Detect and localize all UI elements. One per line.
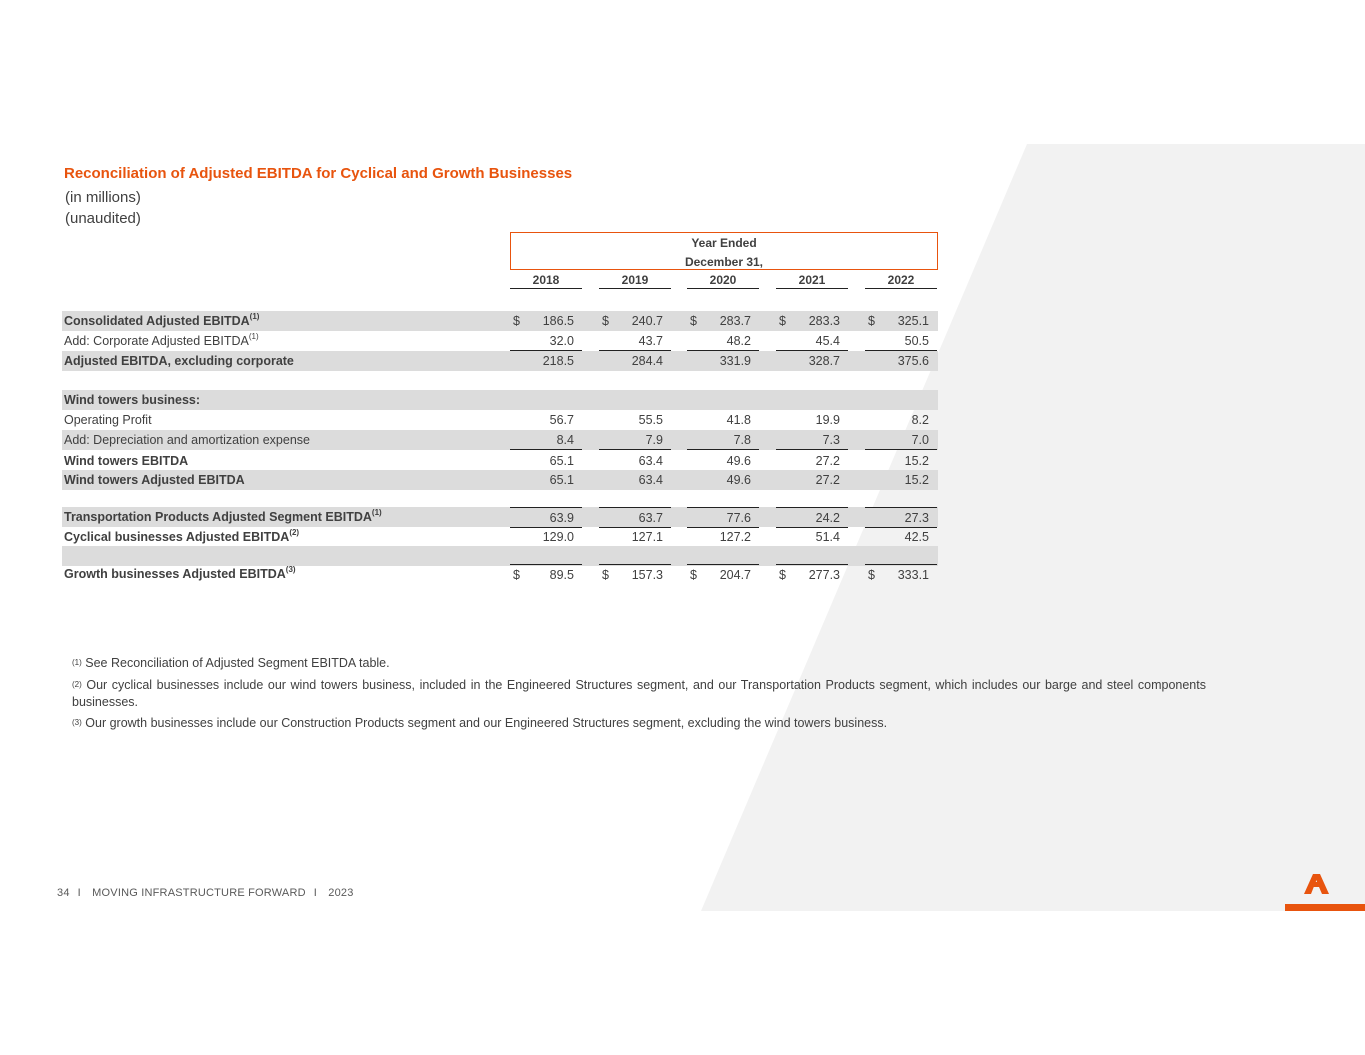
value-2020: 7.8 [733,433,751,447]
value-cell [776,527,848,546]
value-cell [599,311,671,330]
year-2021: 2021 [776,273,848,289]
value-2021: 277.3 [808,568,840,582]
footnote-marker: (1) [248,332,259,341]
footnote-marker: (1) [249,312,260,321]
row-label [64,433,310,447]
value-2019: 55.5 [638,413,663,427]
table-row-consolidated [62,311,938,331]
value-2019: 284.4 [631,354,663,368]
year-2019: 2019 [599,273,671,289]
footer-year: 2023 [328,887,354,899]
value-cell [599,470,671,489]
value-cell [510,564,582,584]
table-row-growth [62,564,938,584]
value-cell [687,351,759,370]
footnote-3-marker: (3) [72,718,82,727]
footnote-1-text: See Reconciliation of Adjusted Segment EBITDA table. [85,656,390,670]
currency-symbol: $ [602,314,609,328]
value-2021: 19.9 [815,413,840,427]
value-2022: 15.2 [904,454,929,468]
value-cell [865,451,937,471]
value-cell [687,410,759,429]
footer-separator: I [313,887,318,899]
value-cell [599,451,671,471]
year-2018: 2018 [510,273,582,289]
value-cell [687,527,759,546]
value-cell [510,430,582,450]
value-2022: 15.2 [904,473,929,487]
header-line2: December 31, [684,255,764,269]
footnote-1 [72,655,1206,672]
value-2020: 127.2 [719,530,751,544]
value-2020: 48.2 [726,334,751,348]
row-label [64,510,382,524]
value-cell [865,527,937,546]
value-cell [510,507,582,528]
value-cell [865,430,937,450]
currency-symbol: $ [779,568,786,582]
table-row-excl-corporate [62,351,938,371]
value-2019: 63.4 [638,454,663,468]
row-label-text: Operating Profit [64,413,152,427]
footnote-2-marker: (2) [72,680,82,689]
value-cell [599,331,671,351]
currency-symbol: $ [868,568,875,582]
footer-separator: I [77,887,81,899]
value-2021: 27.2 [815,473,840,487]
value-2018: 186.5 [542,314,574,328]
value-2018: 8.4 [556,433,574,447]
value-cell [510,331,582,351]
footnote-marker: (2) [289,528,300,537]
value-2020: 49.6 [726,473,751,487]
row-label [64,354,294,368]
value-cell [687,470,759,489]
value-cell [687,331,759,351]
value-2022: 7.0 [911,433,929,447]
row-label-text: Transportation Products Adjusted Segment EBITDA [64,510,372,524]
value-2021: 7.3 [822,433,840,447]
value-2021: 45.4 [815,334,840,348]
value-2022: 50.5 [904,334,929,348]
value-2020: 49.6 [726,454,751,468]
table-row-cyclical [62,527,938,547]
footnote-1-marker: (1) [72,658,82,667]
footnote-marker: (1) [371,508,382,517]
page-number: 34 [57,887,70,899]
footnote-marker: (3) [285,565,296,574]
value-cell [599,527,671,546]
value-2018: 218.5 [542,354,574,368]
value-2021: 51.4 [815,530,840,544]
spacer-row [62,546,938,566]
footer-tagline: MOVING INFRASTRUCTURE FORWARD [92,887,306,899]
value-2019: 7.9 [645,433,663,447]
value-cell [776,451,848,471]
value-2018: 32.0 [549,334,574,348]
value-cell [510,311,582,330]
value-2019: 43.7 [638,334,663,348]
value-2020: 41.8 [726,413,751,427]
value-cell [510,451,582,471]
value-cell [776,564,848,584]
value-2020: 204.7 [719,568,751,582]
table-row-corporate [62,331,938,351]
page-footer [57,887,362,899]
value-cell [776,507,848,528]
row-label-text: Consolidated Adjusted EBITDA [64,314,250,328]
currency-symbol: $ [868,314,875,328]
value-cell [510,470,582,489]
value-cell [599,430,671,450]
value-cell [599,351,671,370]
value-cell [776,331,848,351]
row-label [64,334,259,348]
value-cell [687,507,759,528]
value-cell [865,507,937,528]
units-note: (in millions) [65,189,141,206]
value-2022: 325.1 [897,314,929,328]
footnote-3 [72,715,1206,732]
value-cell [865,351,937,370]
row-label [64,473,245,487]
value-2020: 331.9 [719,354,751,368]
audit-note: (unaudited) [65,210,141,227]
row-label-text: Wind towers EBITDA [64,454,189,468]
currency-symbol: $ [779,314,786,328]
header-line1: Year Ended [691,236,757,250]
value-2021: 328.7 [808,354,840,368]
footnote-2-text: Our cyclical businesses include our wind towers business, included in the Engineered Structures segment, and our Transportation Products segment, which includes our barge and steel components businesses. [72,678,1206,709]
currency-symbol: $ [513,568,520,582]
table-row-transport [62,507,938,527]
value-2021: 24.2 [815,511,840,525]
arcosa-logo-icon [1285,870,1365,912]
page-title: Reconciliation of Adjusted EBITDA for Cyclical and Growth Businesses [64,165,573,182]
value-cell [687,311,759,330]
row-label-text: Adjusted EBITDA, excluding corporate [64,354,294,368]
value-2022: 375.6 [897,354,929,368]
value-2019: 127.1 [631,530,663,544]
row-label-text: Cyclical businesses Adjusted EBITDA [64,530,290,544]
row-label [64,530,299,544]
table-row-wind-adj [62,470,938,490]
row-label [64,454,188,468]
value-2018: 56.7 [549,413,574,427]
value-cell [687,430,759,450]
row-label-text: Add: Depreciation and amortization expense [64,433,310,447]
currency-symbol: $ [690,568,697,582]
row-label-text: Growth businesses Adjusted EBITDA [64,567,286,581]
value-2018: 65.1 [549,454,574,468]
value-cell [510,527,582,546]
table-row-op-profit [62,410,938,430]
value-2018: 89.5 [549,568,574,582]
footnote-3-text: Our growth businesses include our Construction Products segment and our Engineered Structures segment, excluding the wind towers business. [85,716,888,730]
row-label [64,567,296,581]
value-2021: 283.3 [808,314,840,328]
table-row-wind-ebitda [62,451,938,471]
row-label-text: Wind towers business: [64,393,201,407]
value-2018: 63.9 [549,511,574,525]
table-row-depreciation [62,430,938,450]
value-2019: 63.4 [638,473,663,487]
value-cell [510,410,582,429]
value-cell [865,410,937,429]
value-cell [599,410,671,429]
value-2019: 157.3 [631,568,663,582]
row-label-text: Add: Corporate Adjusted EBITDA [64,334,249,348]
currency-symbol: $ [602,568,609,582]
value-2020: 77.6 [726,511,751,525]
currency-symbol: $ [513,314,520,328]
value-cell [865,470,937,489]
year-ended-header [510,232,938,270]
value-cell [510,351,582,370]
value-cell [776,410,848,429]
value-cell [687,564,759,584]
value-2022: 27.3 [904,511,929,525]
value-2019: 240.7 [631,314,663,328]
row-label [64,393,200,407]
table-row-wind-header [62,390,938,410]
value-cell [776,430,848,450]
value-2020: 283.7 [719,314,751,328]
value-2018: 129.0 [542,530,574,544]
value-cell [865,331,937,351]
footnote-2 [72,677,1206,711]
value-2019: 63.7 [638,511,663,525]
currency-symbol: $ [690,314,697,328]
value-2021: 27.2 [815,454,840,468]
value-cell [599,564,671,584]
value-2022: 42.5 [904,530,929,544]
value-cell [776,311,848,330]
value-2018: 65.1 [549,473,574,487]
value-2022: 8.2 [911,413,929,427]
year-2022: 2022 [865,273,937,289]
value-cell [776,351,848,370]
row-label [64,314,259,328]
value-cell [865,311,937,330]
value-cell [687,451,759,471]
row-label [64,413,152,427]
value-cell [776,470,848,489]
row-label-text: Wind towers Adjusted EBITDA [64,473,245,487]
year-2020: 2020 [687,273,759,289]
value-2022: 333.1 [897,568,929,582]
value-cell [599,507,671,528]
value-cell [865,564,937,584]
